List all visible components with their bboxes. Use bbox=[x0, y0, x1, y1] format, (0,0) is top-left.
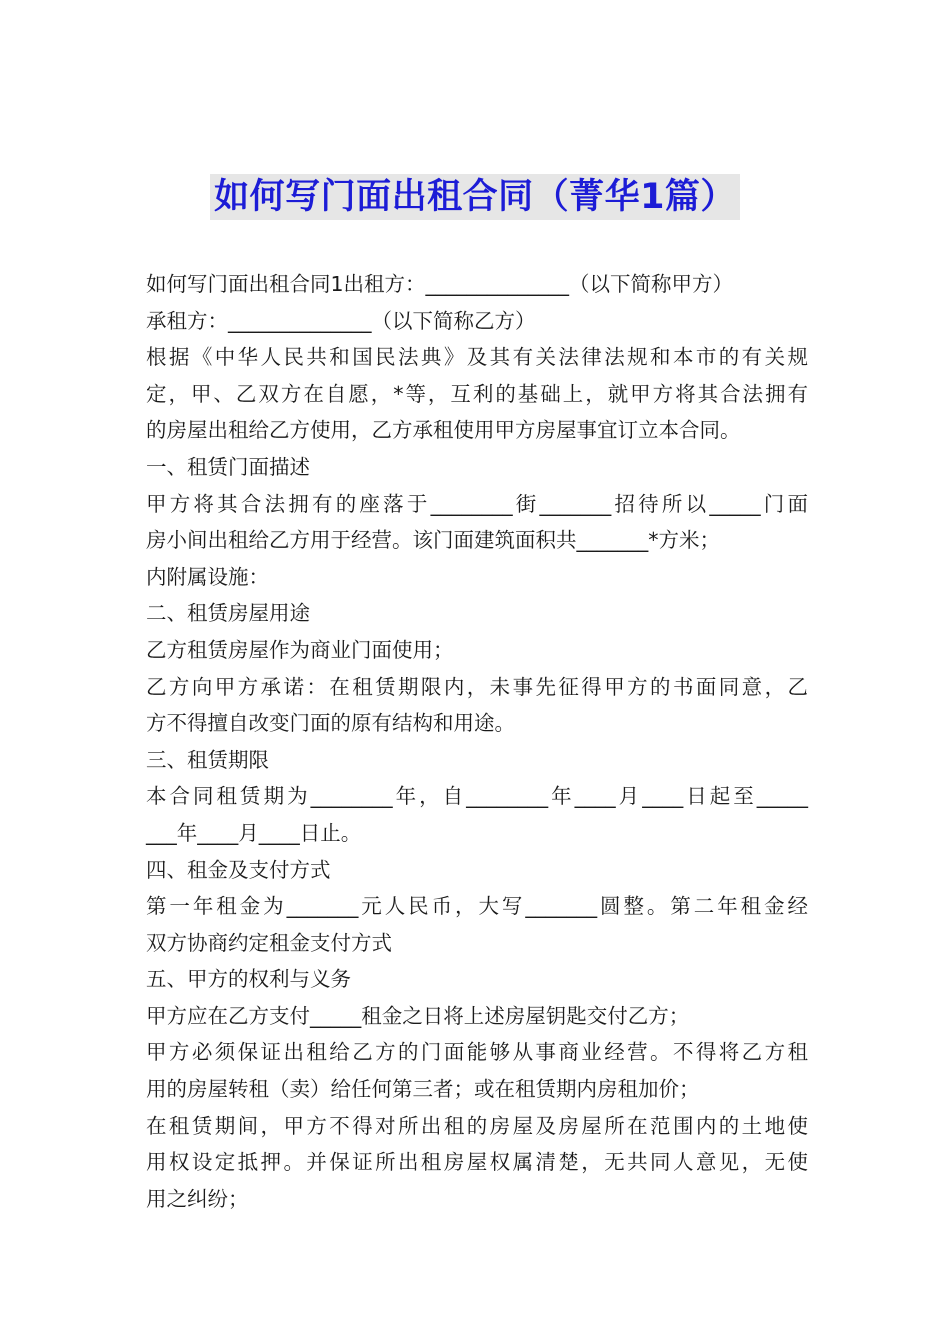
body-line: 甲方将其合法拥有的座落于________街_______招待所以_____门面 bbox=[146, 491, 808, 516]
section-heading: 五、甲方的权利与义务 bbox=[146, 967, 351, 992]
body-line: 定，甲、乙双方在自愿，*等，互利的基础上，就甲方将其合法拥有 bbox=[146, 381, 808, 406]
body-line: 在租赁期间，甲方不得对所出租的房屋及房屋所在范围内的土地使 bbox=[146, 1113, 808, 1138]
body-line: 用的房屋转租（卖）给任何第三者；或在租赁期内房租加价； bbox=[146, 1077, 700, 1102]
body-line: 本合同租赁期为________年，自________年____月____日起至_____ bbox=[146, 784, 808, 809]
body-line: 如何写门面出租合同1出租方：______________（以下简称甲方） bbox=[146, 272, 734, 296]
body-line: 根据《中华人民共和国民法典》及其有关法律法规和本市的有关规 bbox=[146, 345, 808, 370]
body-line: 用之纠纷； bbox=[146, 1186, 249, 1211]
body-line: 甲方必须保证出租给乙方的门面能够从事商业经营。不得将乙方租 bbox=[146, 1040, 808, 1065]
body-line: 内附属设施： bbox=[146, 564, 269, 589]
section-heading: 三、租赁期限 bbox=[146, 747, 269, 772]
section-heading: 四、租金及支付方式 bbox=[146, 857, 331, 882]
body-line: 方不得擅自改变门面的原有结构和用途。 bbox=[146, 711, 515, 736]
body-line: 用权设定抵押。并保证所出租房屋权属清楚，无共同人意见，无使 bbox=[146, 1150, 808, 1175]
document-body bbox=[146, 266, 808, 1217]
body-line: 承租方：______________（以下简称乙方） bbox=[146, 308, 536, 333]
body-line: 双方协商约定租金支付方式 bbox=[146, 930, 392, 955]
body-line: 的房屋出租给乙方使用，乙方承租使用甲方房屋事宜订立本合同。 bbox=[146, 418, 741, 443]
body-line: 乙方向甲方承诺：在租赁期限内，未事先征得甲方的书面同意，乙 bbox=[146, 674, 808, 699]
title-container bbox=[0, 174, 950, 220]
body-line: 乙方租赁房屋作为商业门面使用； bbox=[146, 637, 454, 662]
body-line: 第一年租金为_______元人民币，大写_______圆整。第二年租金经 bbox=[146, 894, 808, 919]
body-line: 甲方应在乙方支付_____租金之日将上述房屋钥匙交付乙方； bbox=[146, 1003, 690, 1028]
body-line: ___年____月____日止。 bbox=[146, 820, 362, 845]
section-heading: 二、租赁房屋用途 bbox=[146, 601, 310, 626]
document-title: 如何写门面出租合同（菁华1篇） bbox=[210, 174, 740, 220]
section-heading: 一、租赁门面描述 bbox=[146, 454, 310, 479]
body-line: 房小间出租给乙方用于经营。该门面建筑面积共_______*方米； bbox=[146, 528, 720, 553]
